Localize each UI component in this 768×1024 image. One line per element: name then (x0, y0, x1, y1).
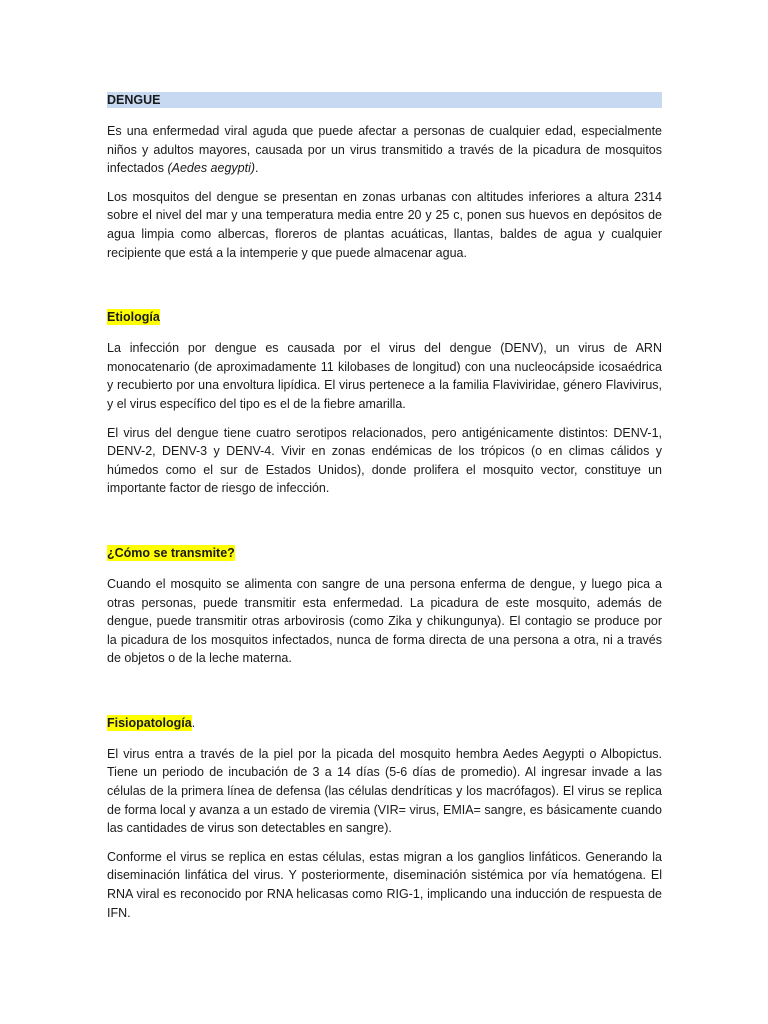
fisiopatologia-heading-suffix: . (191, 715, 196, 730)
intro-paragraph-1 (107, 122, 662, 178)
intro-paragraph-2: Los mosquitos del dengue se presentan en zonas urbanas con altitudes inferiores a altura 2314 sobre el nivel del mar y una temperatura media entre 20 y 25 c, ponen sus huevos en depósitos de agua limpia como albercas, floreros de plantas acuáticas, llantas, baldes de agua y cualquier recipiente que está a la intemperie y que puede almacenar agua. (107, 189, 662, 260)
fisiopatologia-heading-text: Fisiopatología (107, 715, 192, 730)
document-page (107, 92, 662, 932)
species-name: (Aedes aegypti) (167, 161, 256, 176)
etiologia-paragraph-2: El virus del dengue tiene cuatro serotipos relacionados, pero antigénicamente distintos: DENV-1, DENV-2, DENV-3 y DENV-4. Vivir en zonas endémicas de los trópicos (o en climas cálidos y húmedos como el sur de Estados Unidos), donde prolifera el mosquito vector, constituye un importante factor de riesgo de infección. (107, 425, 662, 496)
transmision-heading-text: ¿Cómo se transmite? (107, 545, 235, 560)
etiologia-paragraph-1: La infección por dengue es causada por el virus del dengue (DENV), un virus de ARN monocatenario (de aproximadamente 11 kilobases de longitud) con una nucleocápside icosaédrica y recubierto por una envoltura lipídica. El virus pertenece a la familia Flaviviridae, género Flavivirus, y el virus específico del tipo es el de la fiebre amarilla. (107, 341, 662, 411)
intro-paragraph-1-text: Es una enfermedad viral aguda que puede afectar a personas de cualquier edad, especialmente niños y adultos mayores, causada por un virus transmitido a través de la picadura de mosquitos infectados (107, 124, 662, 176)
fisiopatologia-paragraph-1: El virus entra a través de la piel por la picada del mosquito hembra Aedes Aegypti o Albopictus. Tiene un periodo de incubación de 3 a 14 días (5-6 días de promedio). Al ingresar invade a las células de la primera línea de defensa (las células dendríticas y los macrófagos). El virus se replica de forma local y avanza a un estado de viremia (VIR= virus, EMIA= sangre, es básicamente cuando las cantidades de virus son detectables en sangre). (107, 746, 662, 836)
etiologia-heading-text: Etiología (107, 310, 160, 325)
fisiopatologia-paragraph-2: Conforme el virus se replica en estas células, estas migran a los ganglios linfáticos. Generando la diseminación linfática del virus. Y posteriormente, diseminación sistémica por vía hematógena. El RNA viral es reconocido por RNA helicasas como RIG-1, implicando una inducción de respuesta de IFN. (107, 849, 662, 920)
section-heading-transmision (107, 545, 662, 561)
section-heading-etiologia (107, 309, 662, 325)
section-heading-fisiopatologia (107, 715, 662, 731)
document-title: DENGUE (107, 92, 662, 108)
transmision-paragraph-1: Cuando el mosquito se alimenta con sangre de una persona enferma de dengue, y luego pica a otras personas, puede transmitir esta enfermedad. La picadura de este mosquito, además de dengue, puede transmitir otras arbovirosis (como Zika y chikungunya). El contagio se produce por la picadura de los mosquitos infectados, nunca de forma directa de una persona a otra, ni a través de objetos o de la leche materna. (107, 576, 662, 666)
intro-paragraph-1-end: . (255, 161, 259, 176)
